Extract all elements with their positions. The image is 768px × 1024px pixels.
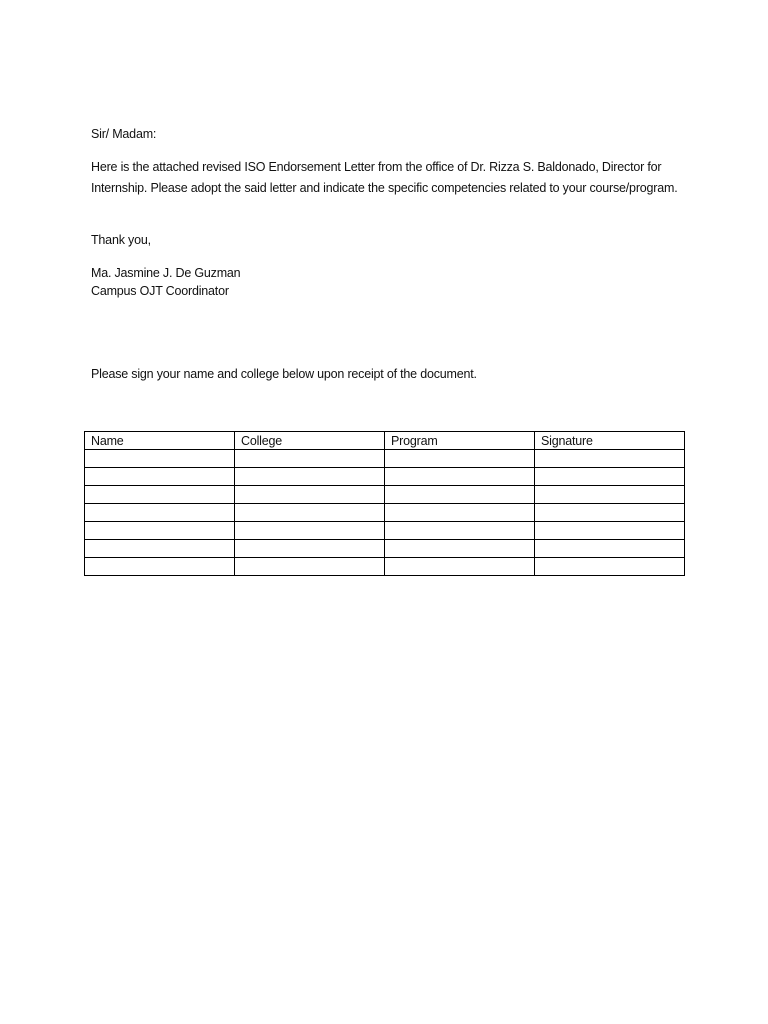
- table-cell-college: [235, 522, 385, 540]
- sign-instruction: Please sign your name and college below upon receipt of the document.: [91, 367, 477, 381]
- table-cell-program: [385, 522, 535, 540]
- table-row: [85, 504, 685, 522]
- table-row: [85, 468, 685, 486]
- table-cell-college: [235, 558, 385, 576]
- table-cell-signature: [535, 468, 685, 486]
- table-cell-signature: [535, 486, 685, 504]
- table-cell-name: [85, 558, 235, 576]
- table-body: [85, 450, 685, 576]
- column-header-program: Program: [385, 432, 535, 450]
- table-cell-college: [235, 450, 385, 468]
- table-cell-program: [385, 486, 535, 504]
- table-cell-college: [235, 540, 385, 558]
- table-cell-signature: [535, 522, 685, 540]
- table-cell-signature: [535, 504, 685, 522]
- table-cell-name: [85, 468, 235, 486]
- table-cell-name: [85, 486, 235, 504]
- table-row: [85, 522, 685, 540]
- table-cell-name: [85, 504, 235, 522]
- table-row: [85, 450, 685, 468]
- table-cell-name: [85, 540, 235, 558]
- table-cell-name: [85, 522, 235, 540]
- table-cell-program: [385, 468, 535, 486]
- table-cell-program: [385, 504, 535, 522]
- table-cell-signature: [535, 558, 685, 576]
- table-cell-program: [385, 450, 535, 468]
- table-cell-college: [235, 504, 385, 522]
- table-row: [85, 540, 685, 558]
- salutation: Sir/ Madam:: [91, 127, 157, 141]
- column-header-name: Name: [85, 432, 235, 450]
- letter-body: Here is the attached revised ISO Endorsement Letter from the office of Dr. Rizza S. Baldonado, Director for Internship. Please adopt the said letter and indicate the specific competencies related to your course/program.: [91, 160, 678, 195]
- closing: Thank you,: [91, 233, 151, 247]
- table-cell-signature: [535, 540, 685, 558]
- table-cell-signature: [535, 450, 685, 468]
- table-cell-name: [85, 450, 235, 468]
- signer-title: Campus OJT Coordinator: [91, 284, 229, 298]
- receipt-signature-table: [84, 431, 685, 576]
- column-header-college: College: [235, 432, 385, 450]
- table-cell-college: [235, 468, 385, 486]
- table-cell-college: [235, 486, 385, 504]
- table-cell-program: [385, 558, 535, 576]
- table-header-row: [85, 432, 685, 450]
- table-row: [85, 558, 685, 576]
- signer-name: Ma. Jasmine J. De Guzman: [91, 266, 241, 280]
- column-header-signature: Signature: [535, 432, 685, 450]
- table-row: [85, 486, 685, 504]
- table-cell-program: [385, 540, 535, 558]
